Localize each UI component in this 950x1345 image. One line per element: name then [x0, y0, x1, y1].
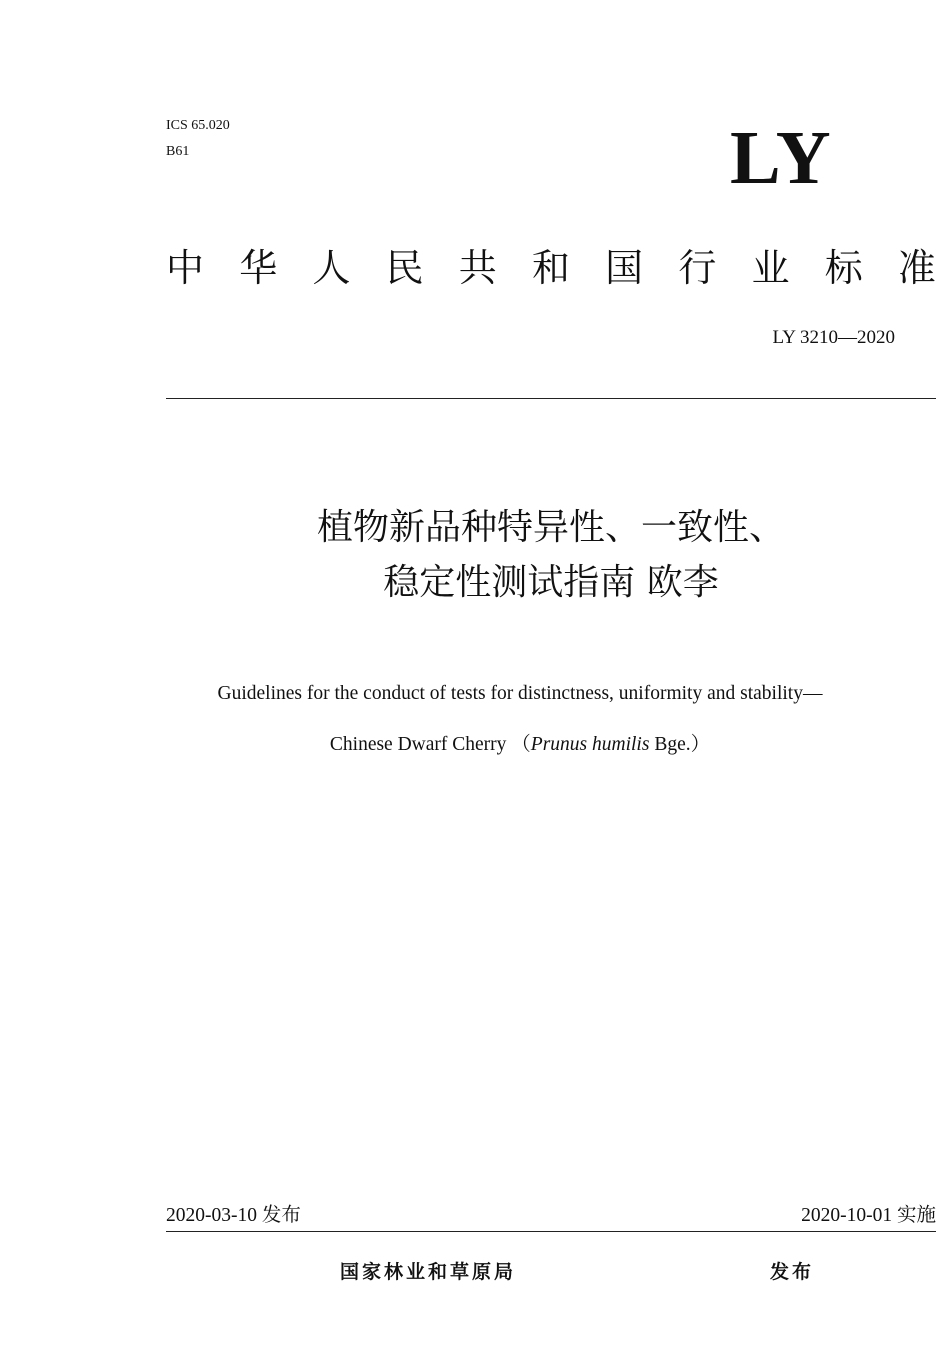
national-standard-title: [166, 244, 936, 292]
title-char: 国: [605, 246, 644, 290]
title-char: 标: [824, 246, 863, 290]
title-char: 和: [531, 246, 570, 290]
title-char: 共: [458, 246, 497, 290]
publisher: 国家林业和草原局: [340, 1261, 517, 1283]
classification-code: B61: [166, 144, 190, 159]
title-char: 业: [751, 246, 790, 290]
chinese-title-line-2: 稳定性测试指南 欧李: [383, 562, 719, 603]
top-divider: [166, 398, 936, 399]
title-char: 准: [897, 246, 936, 290]
standard-number: LY 3210—2020: [772, 327, 895, 348]
title-char: 人: [312, 246, 351, 290]
title-char: 行: [678, 246, 717, 290]
ics-code: ICS 65.020: [166, 118, 230, 133]
chinese-title-line-1: 植物新品种特异性、一致性、: [316, 507, 785, 548]
english-title-line-2: [120, 732, 920, 758]
bottom-divider: [166, 1231, 936, 1232]
implementation-date: 2020-10-01 实施: [801, 1205, 936, 1226]
english-title-line-1: Guidelines for the conduct of tests for distinctness, uniformity and stability—: [217, 683, 823, 704]
issue-date: 2020-03-10 发布: [166, 1205, 301, 1226]
english-title-common-name: Chinese Dwarf Cherry （: [329, 734, 531, 755]
title-char: 中: [166, 246, 205, 290]
publish-label: 发布: [770, 1261, 815, 1283]
standard-logo: LY: [730, 116, 833, 200]
english-title-authority: Bge.）: [649, 734, 711, 755]
title-char: 民: [385, 246, 424, 290]
title-char: 华: [239, 246, 278, 290]
english-title-scientific-name: Prunus humilis: [530, 734, 650, 755]
